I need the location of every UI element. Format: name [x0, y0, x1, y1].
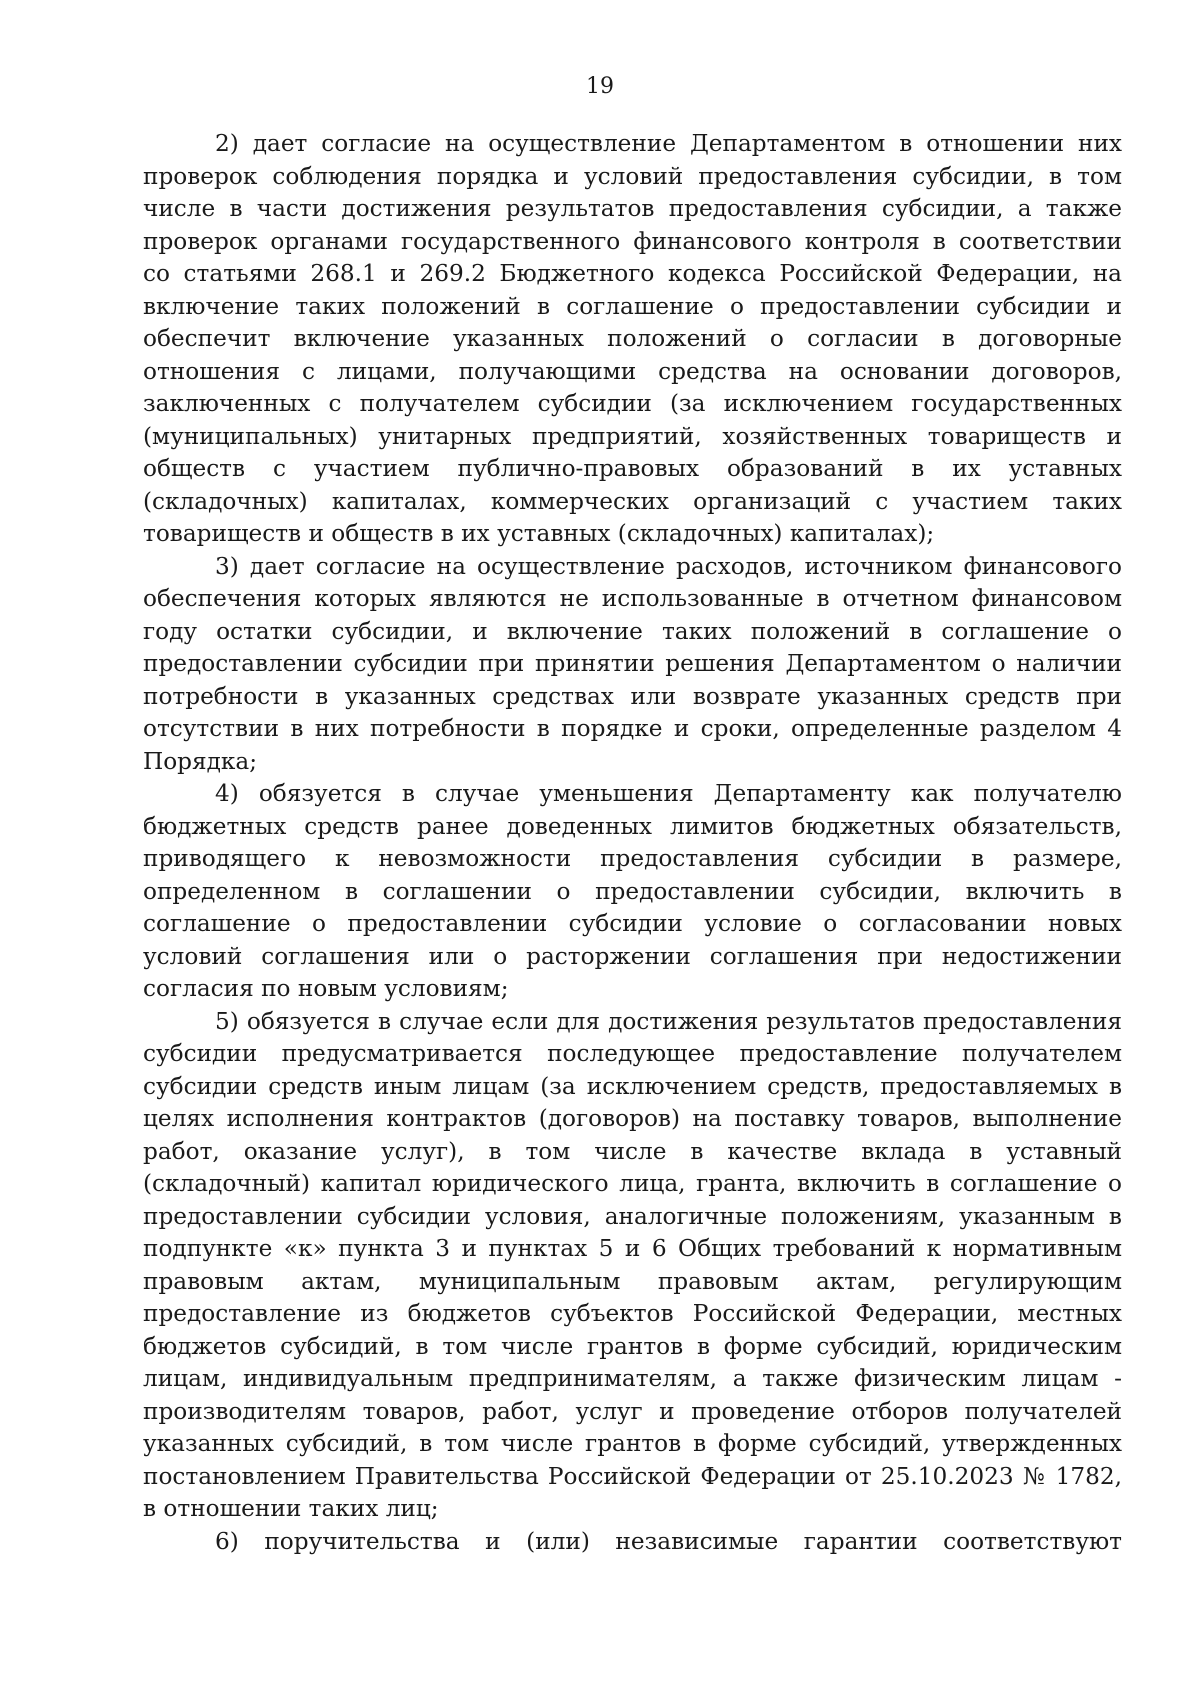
paragraph-item-6: 6) поручительства и (или) независимые гарантии соответствуют: [215, 1527, 1122, 1555]
paragraph-item-2: 2) дает согласие на осуществление Департаментом в отношении них проверок соблюдения порядка и условий предоставления субсидии, в том числе в части достижения результатов предоставления субсидии, а также проверок органами государственного финансового контроля в соответствии со статьями 268.1 и 269.2 Бюджетного кодекса Российской Федерации, на включение таких положений в соглашение о предоставлении субсидии и обеспечит включение указанных положений о согласии в договорные отношения с лицами, получающими средства на основании договоров, заключенных с получателем субсидии (за исключением государственных (муниципальных) унитарных предприятий, хозяйственных товариществ и обществ с участием публично-правовых образований в их уставных (складочных) капиталах, коммерческих организаций с участием таких товариществ и обществ в их уставных (складочных) капиталах);: [143, 130, 1122, 547]
paragraph-item-4: 4) обязуется в случае уменьшения Департаменту как получателю бюджетных средств ранее доведенных лимитов бюджетных обязательств, приводящего к невозможности предоставления субсидии в размере, определенном в соглашении о предоставлении субсидии, включить в соглашение о предоставлении субсидии условие о согласовании новых условий соглашения или о расторжении соглашения при недостижении согласия по новым условиям;: [143, 780, 1122, 1002]
page-number: 19: [586, 74, 614, 99]
paragraph-item-5: 5) обязуется в случае если для достижения результатов предоставления субсидии предусматривается последующее предоставление получателем субсидии средств иным лицам (за исключением средств, предоставляемых в целях исполнения контрактов (договоров) на поставку товаров, выполнение работ, оказание услуг), в том числе в качестве вклада в уставный (складочный) капитал юридического лица, гранта, включить в соглашение о предоставлении субсидии условия, аналогичные положениям, указанным в подпункте «к» пункта 3 и пунктах 5 и 6 Общих требований к нормативным правовым актам, муниципальным правовым актам, регулирующим предоставление из бюджетов субъектов Российской Федерации, местных бюджетов субсидий, в том числе грантов в форме субсидий, юридическим лицам, индивидуальным предпринимателям, а также физическим лицам - производителям товаров, работ, услуг и проведение отборов получателей указанных субсидий, в том числе грантов в форме субсидий, утвержденных постановлением Правительства Российской Федерации от 25.10.2023 № 1782, в отношении таких лиц;: [143, 1007, 1122, 1522]
document-body: [143, 128, 1122, 1558]
paragraph-item-3: 3) дает согласие на осуществление расходов, источником финансового обеспечения которых являются не использованные в отчетном финансовом году остатки субсидии, и включение таких положений в соглашение о предоставлении субсидии при принятии решения Департаментом о наличии потребности в указанных средствах или возврате указанных средств при отсутствии в них потребности в порядке и сроки, определенные разделом 4 Порядка;: [143, 552, 1122, 775]
